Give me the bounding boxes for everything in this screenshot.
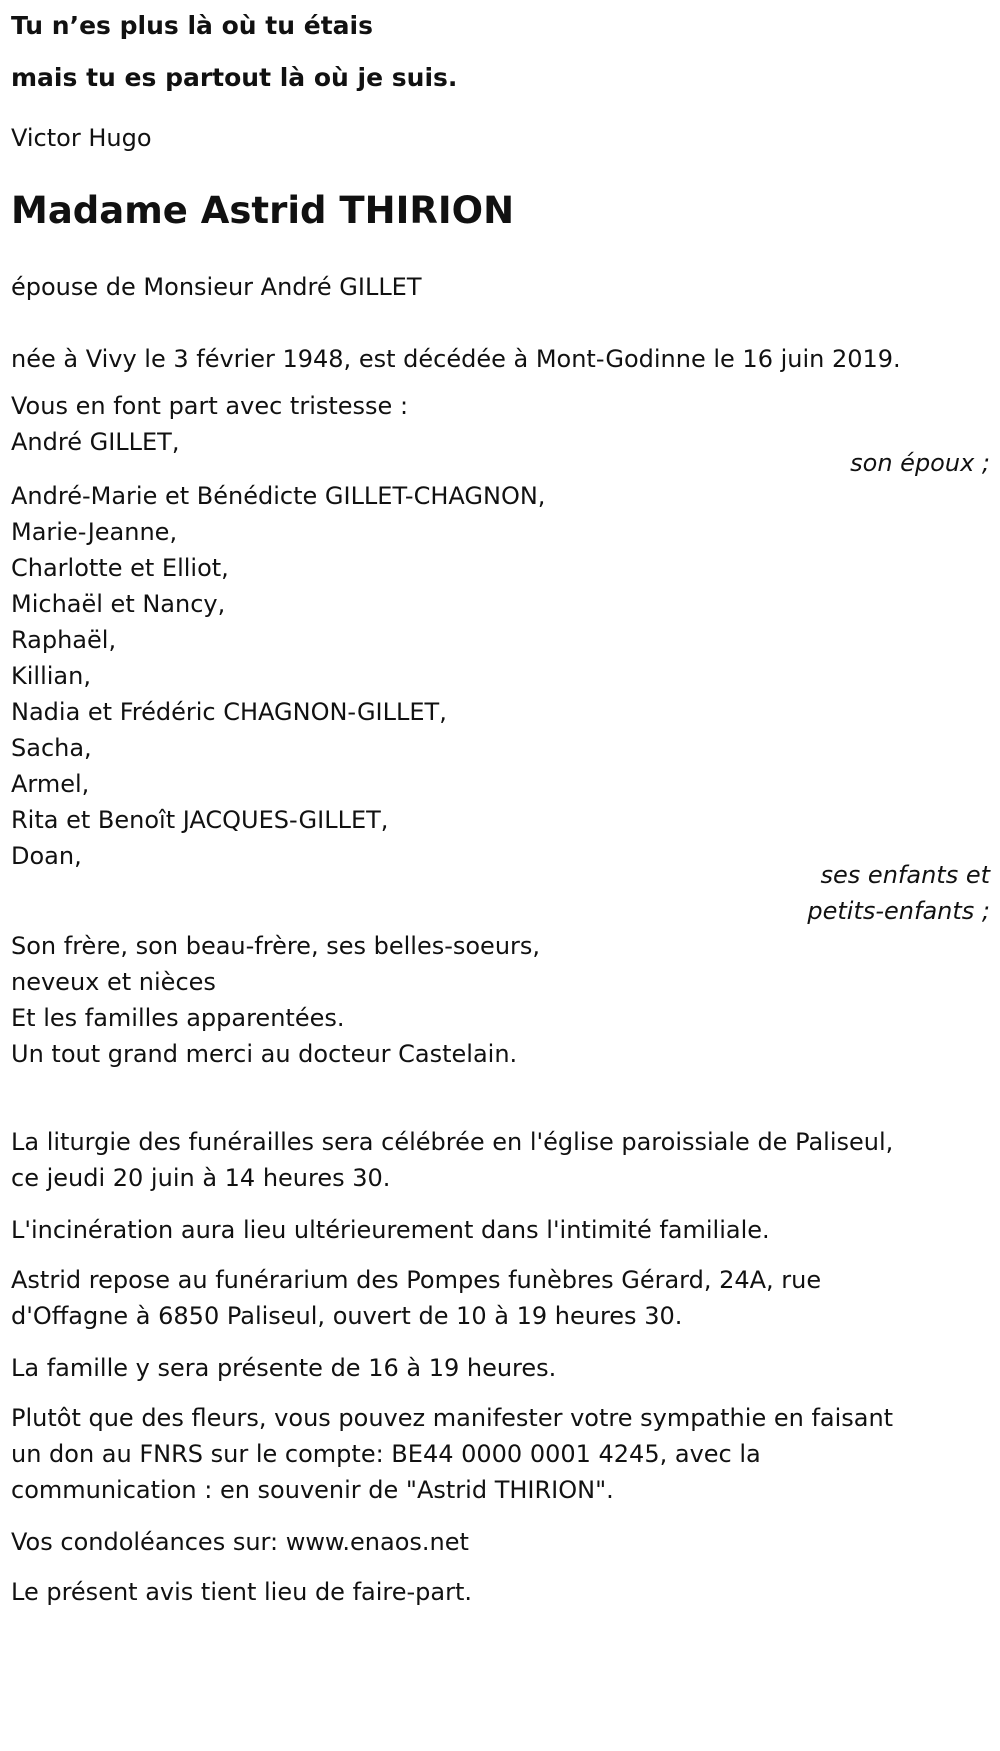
others-list bbox=[11, 928, 991, 1072]
list-item: Et les familles apparentées. bbox=[11, 1004, 345, 1032]
list-item: Charlotte et Elliot, bbox=[11, 554, 229, 582]
list-item: Killian, bbox=[11, 662, 91, 690]
funeral-line-1: La liturgie des funérailles sera célébrée en l'église paroissiale de Paliseul, bbox=[11, 1128, 894, 1156]
donation-line-2: un don au FNRS sur le compte: BE44 0000 0001 4245, avec la bbox=[11, 1440, 761, 1468]
list-item: Nadia et Frédéric CHAGNON-GILLET, bbox=[11, 698, 447, 726]
children-relation-line-1: ses enfants et bbox=[820, 861, 990, 889]
children-relation bbox=[390, 857, 990, 929]
spouse-line: épouse de Monsieur André GILLET bbox=[11, 273, 422, 301]
list-item: Rita et Benoît JACQUES-GILLET, bbox=[11, 806, 389, 834]
spouse-name: André GILLET, bbox=[11, 428, 180, 456]
spouse-relation: son époux ; bbox=[850, 449, 990, 477]
family-presence-paragraph: La famille y sera présente de 16 à 19 heures. bbox=[11, 1354, 557, 1382]
list-item: Raphaël, bbox=[11, 626, 117, 654]
incineration-paragraph: L'incinération aura lieu ultérieurement dans l'intimité familiale. bbox=[11, 1216, 770, 1244]
quote-line-1: Tu n’es plus là où tu étais bbox=[11, 11, 373, 40]
list-item: neveux et nièces bbox=[11, 968, 216, 996]
list-item: André-Marie et Bénédicte GILLET-CHAGNON, bbox=[11, 482, 546, 510]
notice-paragraph: Le présent avis tient lieu de faire-part. bbox=[11, 1578, 473, 1606]
children-relation-line-2: petits-enfants ; bbox=[807, 897, 990, 925]
children-list bbox=[11, 478, 991, 874]
deceased-name: Madame Astrid THIRION bbox=[11, 189, 515, 232]
donation-line-1: Plutôt que des fleurs, vous pouvez manifester votre sympathie en faisant bbox=[11, 1404, 894, 1432]
quote-line-2: mais tu es partout là où je suis. bbox=[11, 63, 458, 92]
list-item: Armel, bbox=[11, 770, 90, 798]
list-item: Doan, bbox=[11, 842, 82, 870]
rest-paragraph bbox=[11, 1262, 996, 1334]
funeral-paragraph bbox=[11, 1124, 996, 1196]
list-item: Sacha, bbox=[11, 734, 92, 762]
list-item: Son frère, son beau-frère, ses belles-soeurs, bbox=[11, 932, 541, 960]
list-item: Marie-Jeanne, bbox=[11, 518, 178, 546]
quote-block bbox=[11, 0, 991, 104]
donation-paragraph bbox=[11, 1400, 996, 1508]
intro-text: Vous en font part avec tristesse : bbox=[11, 392, 409, 420]
rest-line-2: d'Offagne à 6850 Paliseul, ouvert de 10 à 19 heures 30. bbox=[11, 1302, 683, 1330]
list-item: Un tout grand merci au docteur Castelain. bbox=[11, 1040, 518, 1068]
birth-death-line: née à Vivy le 3 février 1948, est décédée à Mont-Godinne le 16 juin 2019. bbox=[11, 345, 901, 373]
funeral-line-2: ce jeudi 20 juin à 14 heures 30. bbox=[11, 1164, 391, 1192]
quote-author: Victor Hugo bbox=[11, 124, 152, 152]
rest-line-1: Astrid repose au funérarium des Pompes funèbres Gérard, 24A, rue bbox=[11, 1266, 822, 1294]
list-item: Michaël et Nancy, bbox=[11, 590, 226, 618]
condolences-paragraph: Vos condoléances sur: www.enaos.net bbox=[11, 1528, 469, 1556]
donation-line-3: communication : en souvenir de "Astrid THIRION". bbox=[11, 1476, 614, 1504]
